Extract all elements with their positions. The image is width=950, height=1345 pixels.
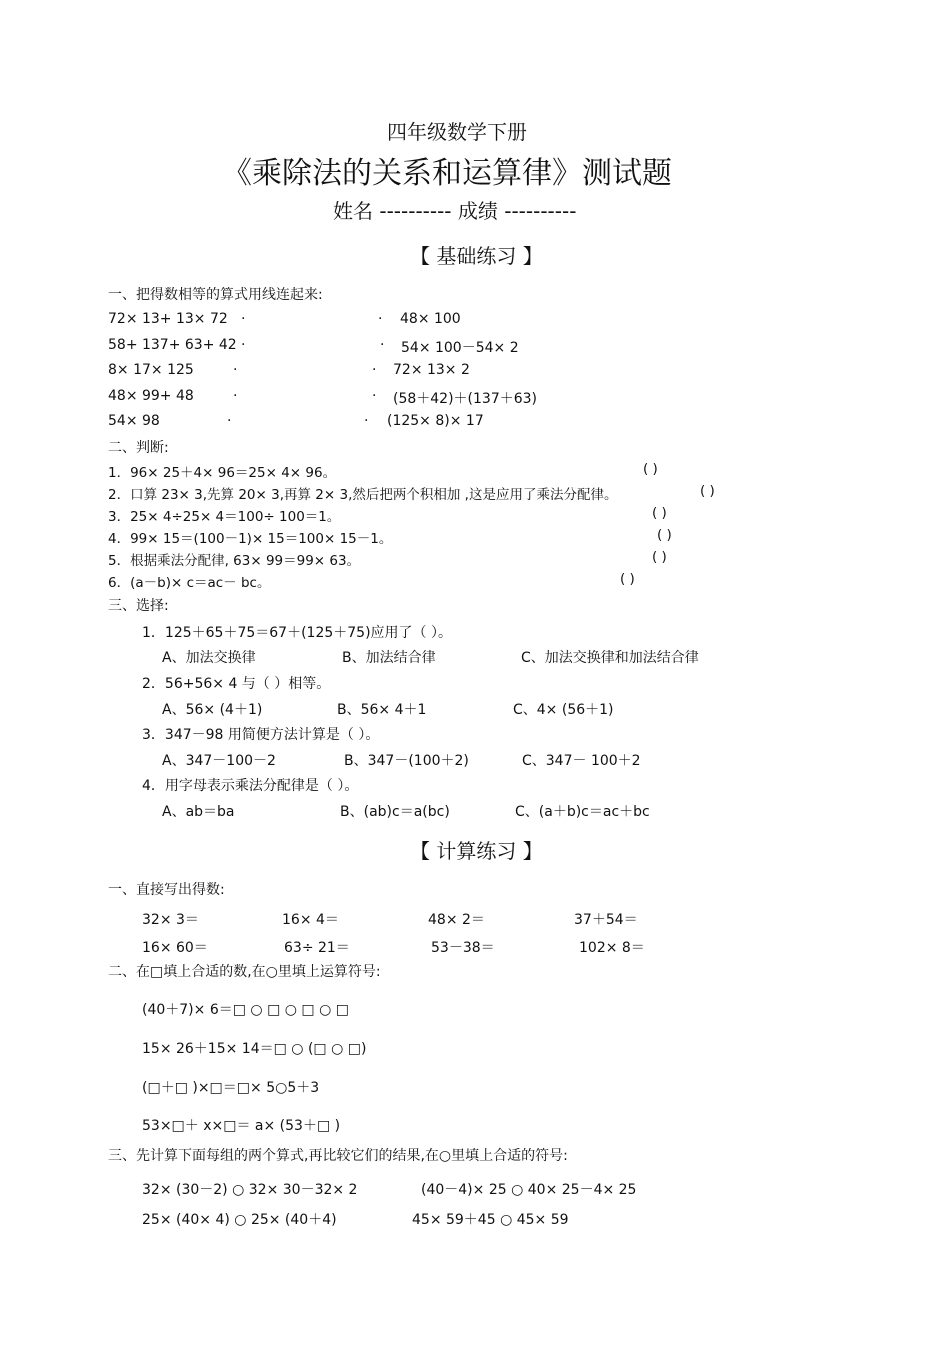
choice-1-option-a[interactable]: A、加法交换律 [162,650,256,666]
judge-heading: 二、判断: [108,440,169,456]
choice-1-option-b[interactable]: B、加法结合律 [342,650,436,666]
choice-question-3: 3．347－98 用简便方法计算是（ ）。 [142,727,380,743]
choice-4-option-b[interactable]: B、(ab)c＝a(bc) [340,804,450,820]
connect-dot-left-3[interactable]: · [233,362,238,378]
choice-2-option-a[interactable]: A、56× (4＋1) [162,702,263,718]
connect-left-1: 72× 13+ 13× 72 [108,311,228,327]
connect-dot-left-5[interactable]: · [227,413,232,429]
compare-heading: 三、先计算下面每组的两个算式,再比较它们的结果,在○里填上合适的符号: [108,1148,568,1164]
connect-left-4: 48× 99+ 48 [108,388,194,404]
fill-line-4[interactable]: 53×□＋ x×□＝ a× (53＋□ ) [142,1118,341,1134]
direct-item: 16× 4＝ [282,912,339,928]
connect-dot-right-3[interactable]: · [372,362,377,378]
connect-right-2: 54× 100－54× 2 [401,340,519,356]
compare-item[interactable]: 32× (30－2) ○ 32× 30－32× 2 [142,1182,358,1198]
judge-item-3: 3．25× 4÷25× 4＝100÷ 100＝1。 [108,509,341,525]
direct-heading: 一、直接写出得数: [108,882,225,898]
judge-answer-6[interactable]: ( ) [620,571,635,587]
connect-right-4: (58＋42)＋(137＋63) [393,391,538,407]
connect-right-3: 72× 13× 2 [393,362,470,378]
direct-item: 102× 8＝ [579,940,645,956]
connect-dot-left-1[interactable]: · [241,311,246,327]
judge-item-6: 6．(a－b)× c＝ac－ bc。 [108,575,271,591]
choice-2-option-c[interactable]: C、4× (56＋1) [513,702,614,718]
judge-item-4: 4．99× 15＝(100－1)× 15＝100× 15－1。 [108,531,393,547]
connect-dot-right-4[interactable]: · [372,388,377,404]
connect-left-5: 54× 98 [108,413,160,429]
grade-label: 四年级数学下册 [387,120,527,144]
fill-heading: 二、在□填上合适的数,在○里填上运算符号: [108,964,381,980]
connect-right-1: 48× 100 [400,311,461,327]
choice-question-4: 4．用字母表示乘法分配律是（ ）。 [142,778,359,794]
compare-item[interactable]: (40－4)× 25 ○ 40× 25－4× 25 [421,1182,637,1198]
direct-item: 48× 2＝ [428,912,485,928]
choice-1-option-c[interactable]: C、加法交换律和加法结合律 [521,650,699,666]
connect-right-5: (125× 8)× 17 [387,413,484,429]
choice-3-option-b[interactable]: B、347－(100＋2) [344,753,469,769]
fill-line-1[interactable]: (40＋7)× 6＝□ ○ □ ○ □ ○ □ [142,1002,349,1018]
name-score-line: 姓名 ---------- 成绩 ---------- [333,199,577,223]
direct-item: 16× 60＝ [142,940,208,956]
connect-dot-left-2[interactable]: · [241,337,246,353]
direct-item: 32× 3＝ [142,912,199,928]
judge-answer-4[interactable]: ( ) [657,527,672,543]
choice-3-option-c[interactable]: C、347－ 100＋2 [522,753,641,769]
connect-dot-right-2[interactable]: · [380,337,385,353]
judge-answer-2[interactable]: ( ) [700,483,715,499]
judge-answer-5[interactable]: ( ) [652,549,667,565]
fill-line-3[interactable]: (□＋□ )×□＝□× 5○5＋3 [142,1080,320,1096]
section-calc-heading: 【 计算练习 】 [410,839,543,863]
judge-item-1: 1．96× 25＋4× 96＝25× 4× 96。 [108,465,337,481]
choice-question-1: 1．125＋65＋75＝67＋(125＋75)应用了（ ）。 [142,625,452,641]
connect-dot-left-4[interactable]: · [233,388,238,404]
direct-item: 53－38＝ [431,940,495,956]
choice-question-2: 2．56+56× 4 与（ ）相等。 [142,676,331,692]
connect-left-2: 58+ 137+ 63+ 42 [108,337,237,353]
direct-item: 63÷ 21＝ [284,940,350,956]
page-title: 《乘除法的关系和运算律》测试题 [222,156,672,191]
section-basic-heading: 【 基础练习 】 [410,244,543,268]
choice-heading: 三、选择: [108,598,169,614]
connect-left-3: 8× 17× 125 [108,362,194,378]
connect-dot-right-5[interactable]: · [364,413,369,429]
fill-line-2[interactable]: 15× 26＋15× 14＝□ ○ (□ ○ □) [142,1041,367,1057]
judge-answer-1[interactable]: ( ) [643,461,658,477]
choice-4-option-a[interactable]: A、ab＝ba [162,804,235,820]
compare-item[interactable]: 45× 59＋45 ○ 45× 59 [412,1212,569,1228]
choice-4-option-c[interactable]: C、(a＋b)c＝ac＋bc [515,804,650,820]
connect-dot-right-1[interactable]: · [378,311,383,327]
judge-answer-3[interactable]: ( ) [652,505,667,521]
compare-item[interactable]: 25× (40× 4) ○ 25× (40＋4) [142,1212,337,1228]
connect-heading: 一、把得数相等的算式用线连起来: [108,287,323,303]
choice-3-option-a[interactable]: A、347－100－2 [162,753,276,769]
judge-item-2: 2．口算 23× 3,先算 20× 3,再算 2× 3,然后把两个积相加 ,这是应用了乘法分配律。 [108,487,618,503]
judge-item-5: 5．根据乘法分配律, 63× 99＝99× 63。 [108,553,361,569]
direct-item: 37＋54＝ [574,912,638,928]
choice-2-option-b[interactable]: B、56× 4＋1 [337,702,427,718]
